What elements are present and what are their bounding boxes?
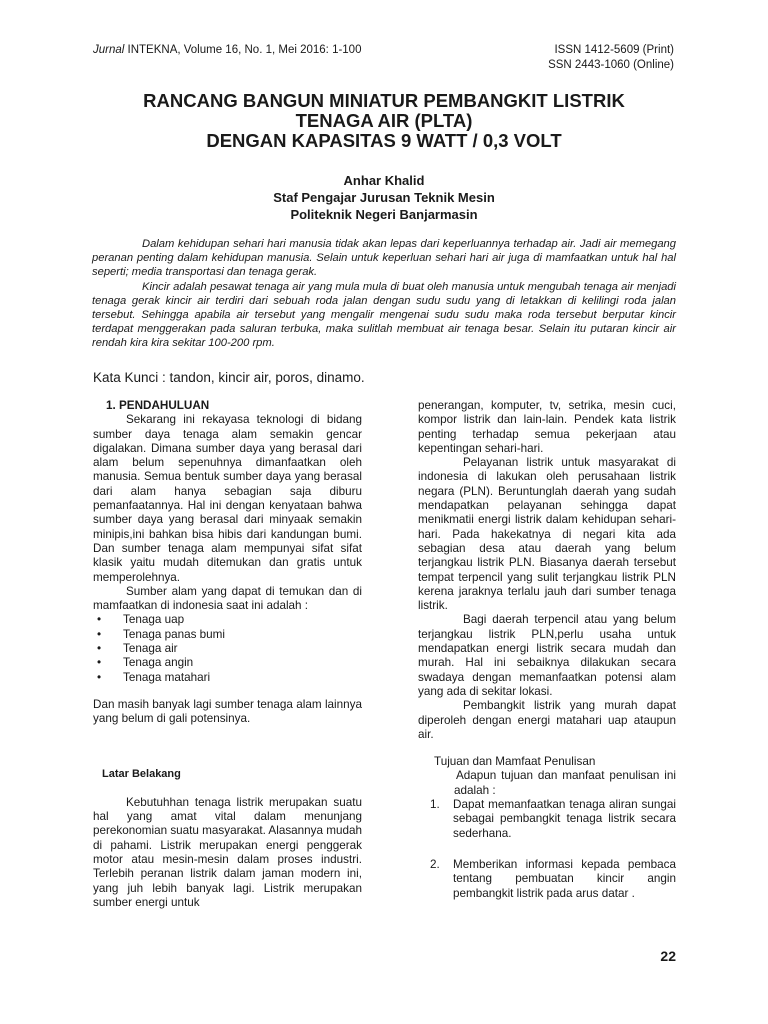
subheading-latar-belakang: Latar Belakang [102, 767, 181, 780]
tujuan-item-2 [430, 858, 676, 901]
right-column [418, 399, 676, 901]
title-line-2: TENAGA AIR (PLTA) [295, 110, 473, 131]
right-paragraph-3: Pembangkit listrik yang murah dapat diperoleh dengan energi matahari uap ataupun air. [418, 699, 676, 741]
left-paragraph-2: Sumber alam yang dapat di temukan dan di mamfaatkan di indonesia saat ini adalah : [93, 584, 362, 613]
left-column [93, 399, 362, 910]
item-text: Dapat memanfaatkan tenaga aliran sungai sebagai pembangkit tenaga listrik secara sederhana. [453, 798, 676, 840]
subheading-tujuan: Tujuan dan Mamfaat Penulisan [434, 755, 596, 769]
section-heading-pendahuluan: 1. PENDAHULUAN [106, 399, 210, 412]
keywords: Kata Kunci : tandon, kincir air, poros, dinamo. [93, 370, 365, 385]
item-text: Memberikan informasi kepada pembaca tentang pembuatan kincir angin pembangkit listrik pada arus datar . [453, 857, 676, 900]
author-institution: Politeknik Negeri Banjarmasin [290, 207, 478, 222]
author-block [90, 172, 678, 223]
tujuan-item-1 [430, 798, 676, 841]
left-paragraph-3: Dan masih banyak lagi sumber tenaga alam lainnya yang belum di gali potensinya. [93, 697, 362, 726]
list-item: • Tenaga matahari [93, 671, 362, 685]
right-paragraph-2: Bagi daerah terpencil atau yang belum terjangkau listrik PLN,perlu usaha untuk mendapatkan energi listrik secara mudah dan murah. Hal ini sebaiknya dilakukan secara swadaya dengan memanfaatkan potensi alam yang ada di sekitar lokasi. [418, 613, 676, 698]
page-number: 22 [660, 948, 676, 964]
energy-source-list [93, 613, 362, 684]
journal-header: Jurnal INTEKNA, Volume 16, No. 1, Mei 2016: 1-100 [93, 44, 362, 56]
item-number: 1. [430, 798, 440, 812]
abstract-paragraph-1: Dalam kehidupan sehari hari manusia tidak akan lepas dari keperluannya terhadap air. Jadi air memegang peranan penting dalam kehidupan manusia. Selain untuk keperluan sehari hari air juga di mamfaatkan untuk hal hal seperti; media transportasi dan tenaga gerak. [92, 238, 676, 279]
author-name: Anhar Khalid [343, 173, 425, 188]
abstract-paragraph-2: Kincir adalah pesawat tenaga air yang mula mula di buat oleh manusia untuk mengubah tenaga air menjadi tenaga gerak kincir air terdiri dari sebuah roda jalan dengan sudu sudu yang di letakkan di kelilingi roda jalan tersebut. Sehingga apabila air tersebut yang mengalir mengenai sudu sudu maka roda tersebut berputar kincir terdapat menggerakan pada saluran terbuka, maka sulitlah membuat air tenaga besar. Selain itu putaran kincir air rendah kira kira sekitar 100-200 rpm. [92, 280, 676, 350]
left-paragraph-1: Sekarang ini rekayasa teknologi di bidang sumber daya tenaga alam semakin gencar digalakan. Dimana sumber daya yang berasal dari alam belum sepenuhnya dimanfaatkan oleh manusia. Semua bentuk sumber daya yang berasal dari alam hanya sebagian saja diburu pemanfaatannya. Hal ini dengan kenyataan bahwa sumber daya yang berasal dari minyaak semakin minipis,ini bahkan bisa hibis dari kandungan bumi. Dan sumber tenaga alam mempunyai sifat sifat klasik yaitu mudah ditemukan dan gratis untuk memperolehnya. [93, 413, 362, 584]
left-paragraph-4: Kebutuhhan tenaga listrik merupakan suatu hal yang amat vital dalam menunjang perekonomian suatu masyarakat. Alasannya mudah di pahami. Listrik merupakan energi penggerak motor atau mesin-mesin dalam proses industri. Terlebih peranan listrik dalam jaman modern ini, yang juh lebih banyak lagi. Listrik merupakan sumber energi untuk [93, 795, 362, 909]
issn-print: ISSN 1412-5609 (Print) [554, 44, 674, 56]
author-position: Staf Pengajar Jurusan Teknik Mesin [273, 190, 495, 205]
title-line-3: DENGAN KAPASITAS 9 WATT / 0,3 VOLT [206, 130, 562, 151]
abstract [92, 237, 676, 351]
right-paragraph-1: Pelayanan listrik untuk masyarakat di indonesia di lakukan oleh perusahaan listrik negara (PLN). Beruntunglah daerah yang sudah mendapatkan pelayanan sehingga dapat menikmatii energi listrik dalam kehidupan sehari-hari. Pada hakekatnya di negari kita ada sebagian desa atau daerah yang belum terjangkau listrik PLN. Biasanya daerah tersebut tempat terpencil yang sulit terjangkau listrik PLN kerena jaraknya terlalu jauh dari sumber tenaga listrik. [418, 456, 676, 613]
item-number: 2. [430, 857, 440, 871]
list-item: • Tenaga air [93, 642, 362, 656]
list-item: • Tenaga uap [93, 613, 362, 627]
list-item: • Tenaga angin [93, 656, 362, 670]
title-line-1: RANCANG BANGUN MINIATUR PEMBANGKIT LISTRIK [143, 90, 625, 111]
right-paragraph-0: penerangan, komputer, tv, setrika, mesin cuci, kompor listrik dan lain-lain. Pendek kata listrik penting terhadap semua pekerjaan atau kepentingan sehari-hari. [418, 399, 676, 455]
tujuan-intro: Adapun tujuan dan manfaat penulisan ini adalah : [454, 769, 676, 797]
issn-online: SSN 2443-1060 (Online) [548, 59, 674, 71]
list-item: • Tenaga panas bumi [93, 628, 362, 642]
paper-title [90, 91, 678, 151]
